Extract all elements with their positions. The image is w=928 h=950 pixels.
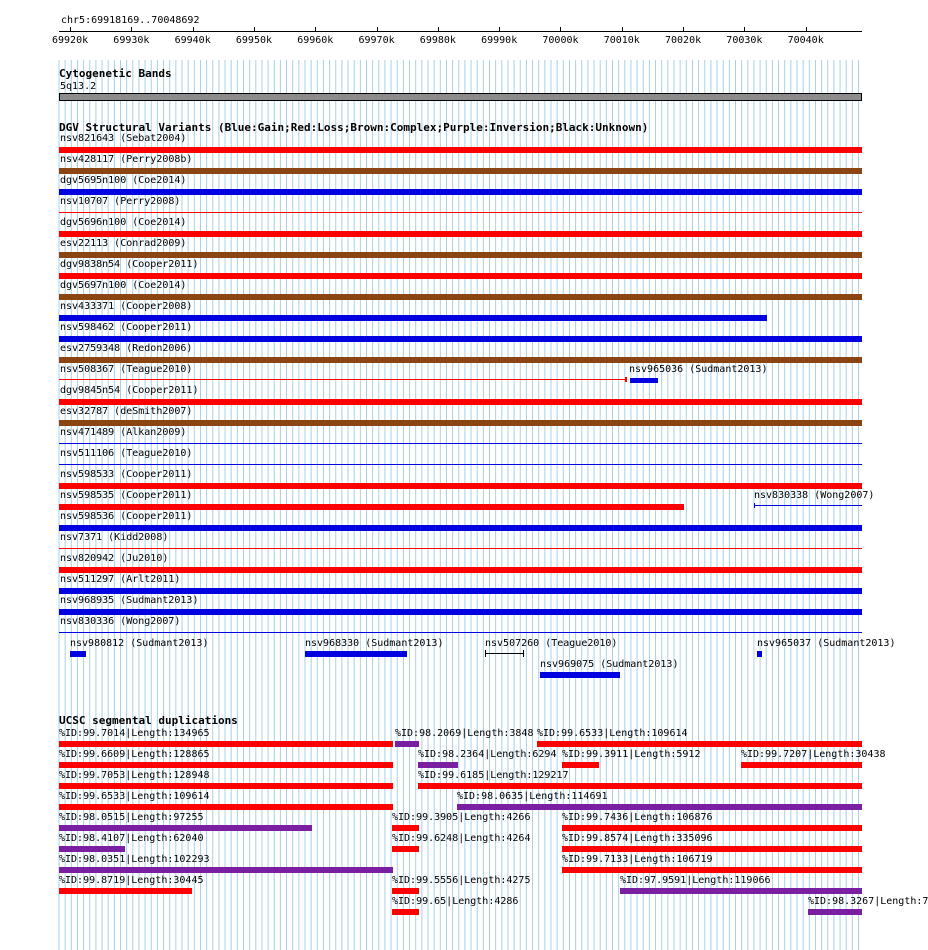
dgv-item-bar[interactable] xyxy=(59,464,862,465)
dgv-item-bar[interactable] xyxy=(59,567,862,573)
ruler-tick-label: 70040k xyxy=(787,35,824,46)
dgv-item-bar[interactable] xyxy=(59,357,862,363)
segdup-item-label: %ID:98.2364|Length:6294 xyxy=(418,749,557,760)
dgv-item-bar[interactable] xyxy=(59,420,862,426)
segdup-item-bar[interactable] xyxy=(59,762,393,768)
segdup-item-bar[interactable] xyxy=(537,741,862,747)
dgv-item-bar[interactable] xyxy=(59,548,862,549)
dgv-item-label: dgv9838n54 (Cooper2011) xyxy=(60,259,199,270)
dgv-item-bar[interactable] xyxy=(59,252,862,258)
dgv-item-label: nsv821643 (Sebat2004) xyxy=(60,133,187,144)
segdup-item-bar[interactable] xyxy=(59,825,312,831)
segdup-item-label: %ID:99.8719|Length:30445 xyxy=(59,875,204,886)
segdup-item-bar[interactable] xyxy=(562,762,599,768)
dgv-item-end xyxy=(625,377,627,382)
ruler-position: chr5:69918169..70048692 xyxy=(61,15,200,26)
dgv-item-bar[interactable] xyxy=(59,379,626,380)
segdup-item-bar[interactable] xyxy=(392,888,419,894)
ruler-axis xyxy=(59,31,862,32)
segdup-item-bar[interactable] xyxy=(59,783,393,789)
segdup-item-label: %ID:99.65|Length:4286 xyxy=(392,896,519,907)
segdup-item-bar[interactable] xyxy=(741,762,862,768)
ruler-tick xyxy=(622,27,623,32)
dgv-item-bar[interactable] xyxy=(59,443,862,444)
ruler-tick-label: 69940k xyxy=(174,35,211,46)
ruler-tick xyxy=(254,27,255,32)
dgv-item-label: nsv598536 (Cooper2011) xyxy=(60,511,193,522)
dgv-packed-label: nsv969075 (Sudmant2013) xyxy=(540,659,679,670)
dgv-item-bar[interactable] xyxy=(59,483,862,489)
dgv-item-label: dgv5695n100 (Coe2014) xyxy=(60,175,187,186)
dgv-item-label: nsv965036 (Sudmant2013) xyxy=(629,364,768,375)
segdup-item-label: %ID:98.0351|Length:102293 xyxy=(59,854,210,865)
ruler-tick-label: 69990k xyxy=(481,35,518,46)
dgv-item-bar[interactable] xyxy=(59,231,862,237)
segdup-item-label: %ID:99.7207|Length:30438 xyxy=(741,749,886,760)
segdup-item-label: %ID:97.9591|Length:119066 xyxy=(620,875,771,886)
dgv-item-bar[interactable] xyxy=(630,378,658,383)
dgv-item-bar[interactable] xyxy=(59,399,862,405)
dgv-item-label: dgv9845n54 (Cooper2011) xyxy=(60,385,199,396)
ruler-tick-label: 69930k xyxy=(113,35,150,46)
cytoband-5q13-2[interactable] xyxy=(59,93,862,101)
dgv-item-end xyxy=(754,503,755,508)
dgv-item-bar[interactable] xyxy=(59,525,862,531)
segdup-item-bar[interactable] xyxy=(392,846,419,852)
dgv-item-bar[interactable] xyxy=(754,505,862,506)
dgv-item-bar[interactable] xyxy=(59,632,862,633)
ruler-tick xyxy=(806,27,807,32)
dgv-packed-end xyxy=(485,650,486,657)
dgv-item-label: esv22113 (Conrad2009) xyxy=(60,238,187,249)
dgv-item-bar[interactable] xyxy=(59,588,862,594)
ruler-tick xyxy=(377,27,378,32)
segdup-item-bar[interactable] xyxy=(562,825,862,831)
segdup-item-bar[interactable] xyxy=(59,846,125,852)
dgv-item-label: nsv830338 (Wong2007) xyxy=(754,490,875,501)
segdup-item-label: %ID:98.0515|Length:97255 xyxy=(59,812,204,823)
segdup-item-bar[interactable] xyxy=(59,741,393,747)
segdup-track-title[interactable]: UCSC segmental duplications xyxy=(59,714,238,727)
segdup-item-label: %ID:98.4107|Length:62040 xyxy=(59,833,204,844)
segdup-item-bar[interactable] xyxy=(392,909,419,915)
dgv-packed-bar[interactable] xyxy=(70,651,86,657)
segdup-item-label: %ID:99.7014|Length:134965 xyxy=(59,728,210,739)
segdup-item-bar[interactable] xyxy=(562,846,862,852)
dgv-item-label: esv2759348 (Redon2006) xyxy=(60,343,193,354)
ruler-tick-label: 70030k xyxy=(726,35,763,46)
dgv-item-bar[interactable] xyxy=(59,189,862,195)
dgv-item-label: nsv471489 (Alkan2009) xyxy=(60,427,187,438)
ruler-tick-label: 69920k xyxy=(52,35,89,46)
segdup-item-label: %ID:99.7436|Length:106876 xyxy=(562,812,713,823)
segdup-item-bar[interactable] xyxy=(392,825,419,831)
dgv-item-label: nsv830336 (Wong2007) xyxy=(60,616,181,627)
dgv-packed-bar[interactable] xyxy=(485,653,523,654)
dgv-item-bar[interactable] xyxy=(59,609,862,615)
ruler-tick-label: 69950k xyxy=(235,35,273,46)
dgv-item-bar[interactable] xyxy=(59,504,684,510)
dgv-item-label: nsv511297 (Arlt2011) xyxy=(60,574,181,585)
dgv-item-label: nsv598535 (Cooper2011) xyxy=(60,490,193,501)
segdup-item-label: %ID:99.6533|Length:109614 xyxy=(537,728,688,739)
dgv-item-label: nsv598462 (Cooper2011) xyxy=(60,322,193,333)
segdup-item-label: %ID:99.6533|Length:109614 xyxy=(59,791,210,802)
ruler-tick xyxy=(438,27,439,32)
dgv-item-bar[interactable] xyxy=(59,168,862,174)
dgv-track-title[interactable]: DGV Structural Variants (Blue:Gain;Red:Loss;Brown:Complex;Purple:Inversion;Black:Unknown) xyxy=(59,121,649,134)
ruler-tick xyxy=(70,27,71,32)
dgv-item-bar[interactable] xyxy=(59,147,862,153)
segdup-item-bar[interactable] xyxy=(59,888,192,894)
dgv-item-bar[interactable] xyxy=(59,273,862,279)
dgv-packed-label: nsv968330 (Sudmant2013) xyxy=(305,638,444,649)
segdup-item-bar[interactable] xyxy=(59,867,393,873)
segdup-item-label: %ID:98.2069|Length:3848 xyxy=(395,728,534,739)
dgv-item-label: dgv5697n100 (Coe2014) xyxy=(60,280,187,291)
dgv-item-bar[interactable] xyxy=(59,336,862,342)
dgv-item-label: nsv433371 (Cooper2008) xyxy=(60,301,193,312)
segdup-item-bar[interactable] xyxy=(457,804,862,810)
segdup-item-bar[interactable] xyxy=(562,867,862,873)
dgv-item-label: nsv10707 (Perry2008) xyxy=(60,196,181,207)
dgv-item-label: nsv428117 (Perry2008b) xyxy=(60,154,193,165)
segdup-item-label: %ID:99.7053|Length:128948 xyxy=(59,770,210,781)
dgv-item-label: nsv511106 (Teague2010) xyxy=(60,448,193,459)
ruler-tick xyxy=(315,27,316,32)
dgv-item-label: nsv598533 (Cooper2011) xyxy=(60,469,193,480)
segdup-item-label: %ID:99.6609|Length:128865 xyxy=(59,749,210,760)
dgv-item-label: dgv5696n100 (Coe2014) xyxy=(60,217,187,228)
dgv-item-bar[interactable] xyxy=(59,294,862,300)
segdup-item-label: %ID:99.3905|Length:4266 xyxy=(392,812,531,823)
segdup-item-bar[interactable] xyxy=(808,909,862,915)
segdup-item-label: %ID:99.8574|Length:335096 xyxy=(562,833,713,844)
dgv-packed-label: nsv507260 (Teague2010) xyxy=(485,638,618,649)
segdup-item-label: %ID:99.5556|Length:4275 xyxy=(392,875,531,886)
ruler-tick-label: 69980k xyxy=(419,35,456,46)
dgv-item-bar[interactable] xyxy=(59,315,767,321)
ruler-tick-label: 70000k xyxy=(542,35,579,46)
ruler-tick-label: 70010k xyxy=(603,35,640,46)
dgv-packed-bar[interactable] xyxy=(305,651,407,657)
dgv-item-label: esv32787 (deSmith2007) xyxy=(60,406,193,417)
segdup-item-label: %ID:98.0635|Length:114691 xyxy=(457,791,608,802)
dgv-packed-label: nsv965037 (Sudmant2013) xyxy=(757,638,896,649)
ruler-tick xyxy=(193,27,194,32)
dgv-packed-bar[interactable] xyxy=(540,672,620,678)
ruler-tick xyxy=(131,27,132,32)
dgv-packed-end xyxy=(523,650,524,657)
ruler-tick xyxy=(744,27,745,32)
segdup-item-bar[interactable] xyxy=(418,783,862,789)
dgv-item-bar[interactable] xyxy=(59,212,862,213)
segdup-item-bar[interactable] xyxy=(418,762,458,768)
segdup-item-label: %ID:98.3267|Length:7 xyxy=(808,896,928,907)
segdup-item-label: %ID:99.6248|Length:4264 xyxy=(392,833,531,844)
segdup-item-label: %ID:99.6185|Length:129217 xyxy=(418,770,569,781)
dgv-item-label: nsv968935 (Sudmant2013) xyxy=(60,595,199,606)
dgv-packed-label: nsv980812 (Sudmant2013) xyxy=(70,638,209,649)
segdup-item-label: %ID:99.3911|Length:5912 xyxy=(562,749,701,760)
ruler-tick-label: 69970k xyxy=(358,35,395,46)
dgv-item-label: nsv7371 (Kidd2008) xyxy=(60,532,169,543)
dgv-packed-bar[interactable] xyxy=(757,651,762,657)
ruler-tick-label: 69960k xyxy=(297,35,334,46)
cytoband-track-title[interactable]: Cytogenetic Bands xyxy=(59,67,172,80)
segdup-item-label: %ID:99.7133|Length:106719 xyxy=(562,854,713,865)
ruler-tick xyxy=(560,27,561,32)
dgv-item-label: nsv820942 (Ju2010) xyxy=(60,553,169,564)
dgv-item-label: nsv508367 (Teague2010) xyxy=(60,364,193,375)
ruler-tick xyxy=(499,27,500,32)
cytoband-label: 5q13.2 xyxy=(60,81,97,92)
segdup-item-bar[interactable] xyxy=(59,804,393,810)
ruler-tick-label: 70020k xyxy=(665,35,702,46)
segdup-item-bar[interactable] xyxy=(620,888,862,894)
segdup-item-bar[interactable] xyxy=(395,741,419,747)
ruler-tick xyxy=(683,27,684,32)
